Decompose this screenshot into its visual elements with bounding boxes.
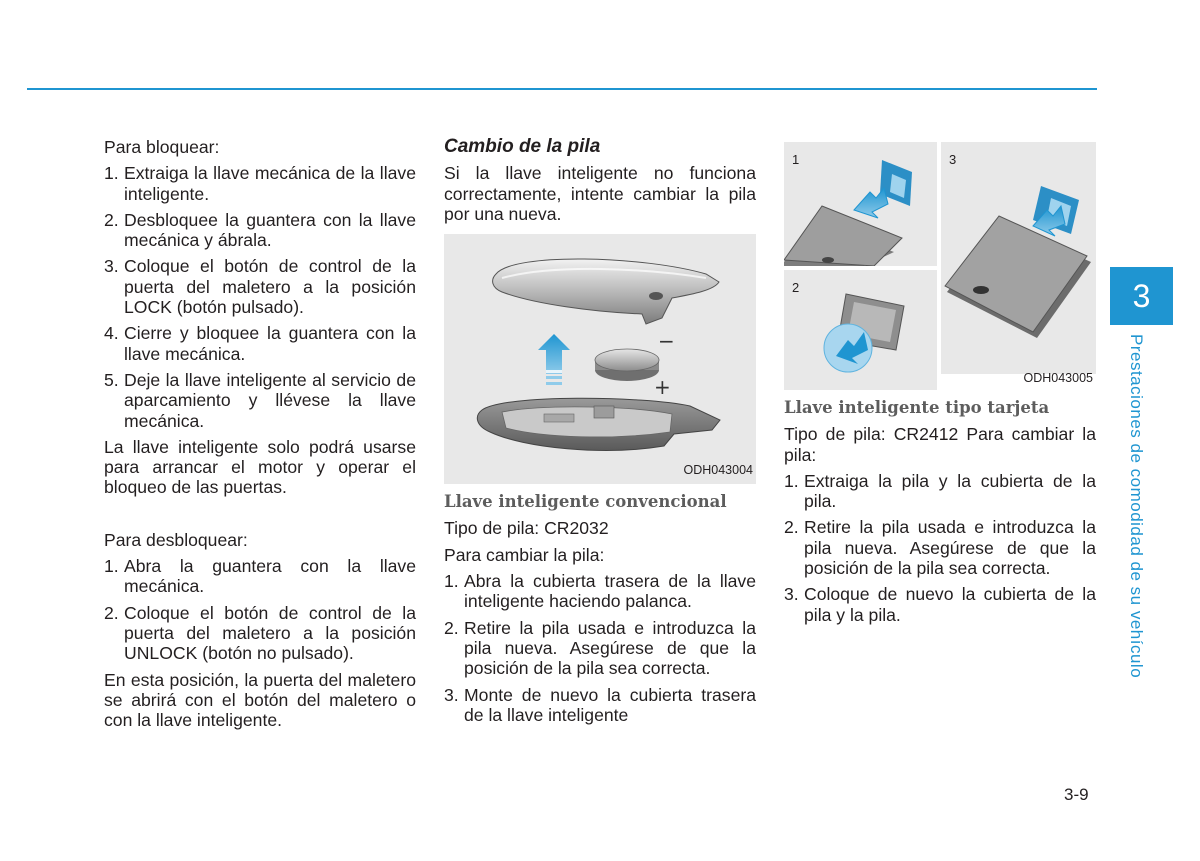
list-item: 2. Retire la pila usada e introduzca la pila nueva. Asegúrese de que la posición de la pila sea correcta. (784, 517, 1096, 579)
battery-steps-list (444, 571, 756, 725)
card-key-illustration (784, 142, 1096, 390)
list-item: 1. Extraiga la llave mecánica de la llave inteligente. (104, 163, 416, 204)
column-card-key (784, 137, 1096, 631)
svg-text:−: − (658, 329, 675, 354)
list-item: 2. Desbloquee la guantera con la llave mecánica y ábrala. (104, 209, 416, 251)
chapter-title: Prestaciones de comodidad de su vehículo (1127, 334, 1146, 679)
list-item: 1. Extraiga la pila y la cubierta de la pila. (784, 470, 1096, 512)
figure-code: ODH043005 (1023, 370, 1093, 385)
intro-text: Si la llave inteligente no funciona correctamente, intente cambiar la pila por una nueva. (444, 163, 756, 224)
list-item: 2. Retire la pila usada e introduzca la pila nueva. Asegúrese de que la posición de la pila sea correcta. (444, 617, 756, 679)
chapter-tab: 3 (1110, 267, 1173, 325)
unlock-steps-list (104, 556, 416, 663)
list-item: 3. Monte de nuevo la cubierta trasera de la llave inteligente (444, 684, 756, 725)
subheading-card-key: Llave inteligente tipo tarjeta (784, 398, 1050, 417)
column-battery-change (444, 137, 756, 731)
list-item: 3. Coloque el botón de control de la puerta del maletero a la posición LOCK (botón pulsado). (104, 256, 416, 318)
section-title: Cambio de la pila (444, 136, 601, 157)
card-remove-battery-icon (784, 142, 937, 266)
card-reassemble-icon (941, 142, 1096, 374)
subheading-conventional-key: Llave inteligente convencional (444, 492, 727, 512)
change-label: Para cambiar la pila: (444, 544, 605, 565)
figure-code: ODH043004 (683, 462, 753, 477)
panel-1: 1 (784, 142, 937, 266)
list-item: 4. Cierre y bloquee la guantera con la llave mecánica. (104, 323, 416, 364)
unlock-note: En esta posición, la puerta del maletero se abrirá con el botón del maletero o con la llave inteligente. (104, 669, 416, 731)
page-number: 3-9 (1064, 785, 1089, 804)
list-item: 5. Deje la llave inteligente al servicio de aparcamiento y llévese la llave mecánica. (104, 369, 416, 431)
battery-type: Tipo de pila: CR2032 (444, 518, 609, 539)
smart-key-battery-illustration (444, 234, 756, 484)
card-steps-list (784, 471, 1096, 625)
lock-steps-list (104, 163, 416, 431)
panel-3: 3 (941, 142, 1096, 374)
lock-heading: Para bloquear: (104, 137, 220, 157)
unlock-heading: Para desbloquear: (104, 529, 248, 550)
top-rule (27, 88, 1097, 90)
panel-2: 2 (784, 270, 937, 390)
list-item: 1. Abra la guantera con la llave mecánica. (104, 556, 416, 597)
svg-text:+: + (654, 375, 671, 400)
card-insert-battery-icon (784, 270, 937, 390)
list-item: 3. Coloque de nuevo la cubierta de la pila y la pila. (784, 584, 1096, 625)
smart-key-exploded-icon (444, 234, 756, 484)
list-item: 1. Abra la cubierta trasera de la llave inteligente haciendo palanca. (444, 571, 756, 612)
column-lock-instructions (104, 137, 416, 736)
battery-type: Tipo de pila: CR2412 Para cambiar la pila: (784, 424, 1096, 465)
list-item: 2. Coloque el botón de control de la puerta del maletero a la posición UNLOCK (botón no pulsado). (104, 602, 416, 664)
lock-note: La llave inteligente solo podrá usarse para arrancar el motor y operar el bloqueo de las puertas. (104, 436, 416, 498)
